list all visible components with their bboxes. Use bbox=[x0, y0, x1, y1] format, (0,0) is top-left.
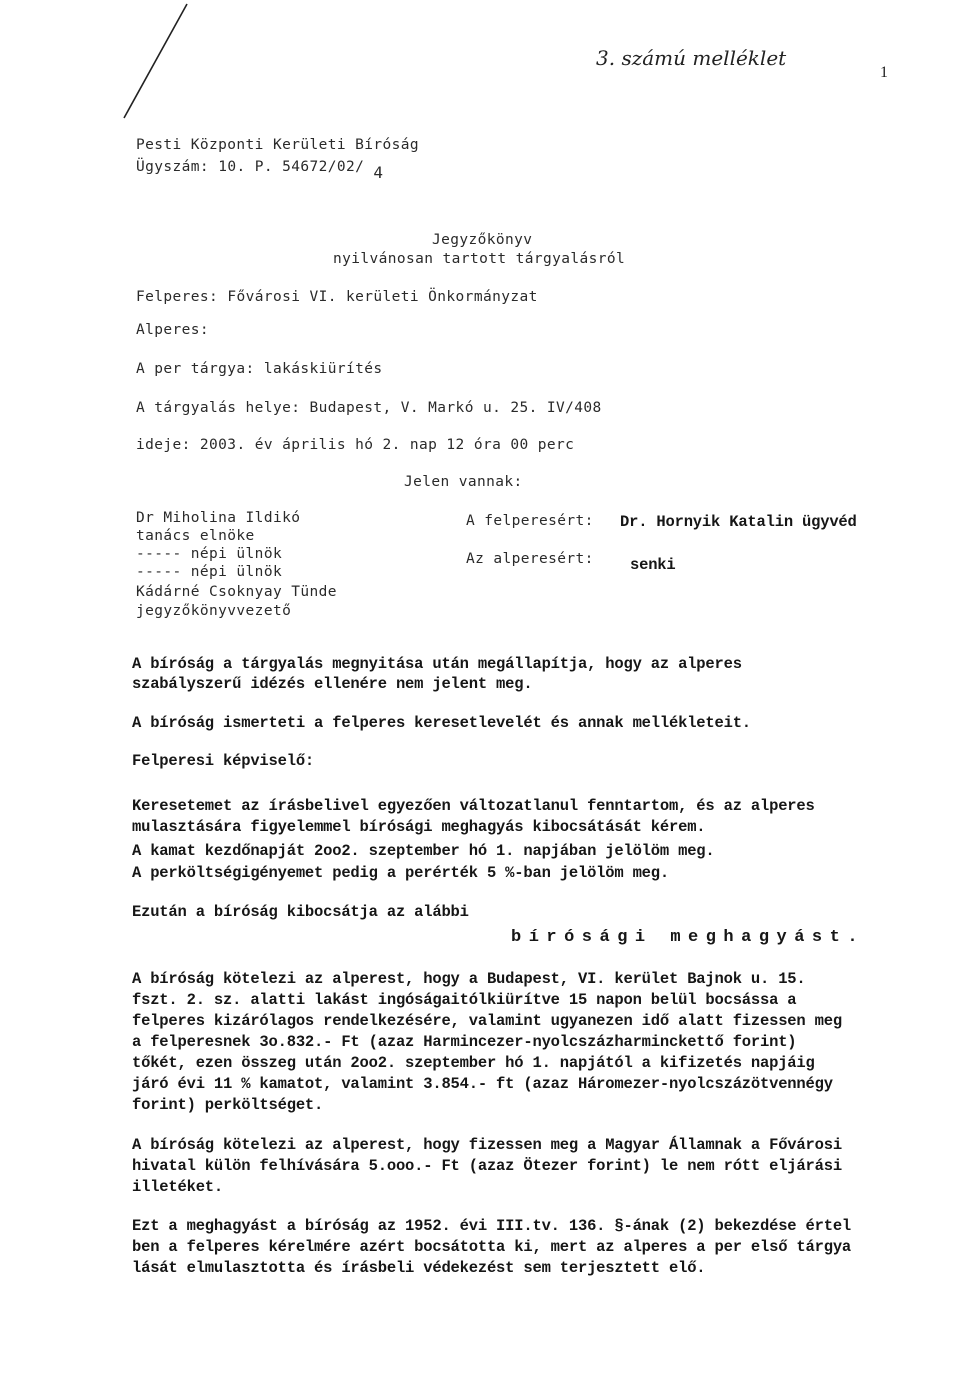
for-plaintiff-label: A felperesért: bbox=[466, 513, 594, 529]
time-line bbox=[136, 437, 574, 453]
paragraph-6-line-2: hivatal külön felhívására 5.ooo.- Ft (azaz Ötezer forint) le nem rótt eljárási bbox=[132, 1157, 842, 1175]
handwritten-annex-note: 3. számú melléklet bbox=[596, 46, 787, 70]
paragraph-5-line-4: a felperesnek 3o.832.- Ft (azaz Harmincezer-nyolcszázharminckettő forint) bbox=[132, 1033, 797, 1051]
page-number: 1 bbox=[880, 64, 888, 81]
plaintiff-name: Fővárosi VI. kerületi Önkormányzat bbox=[227, 289, 538, 305]
attendance-heading: Jelen vannak: bbox=[404, 474, 523, 490]
paragraph-1-line-1: A bíróság a tárgyalás megnyitása után megállapítja, hogy az alperes bbox=[132, 655, 742, 673]
for-defendant-value: senki bbox=[630, 556, 676, 574]
subject-label: A per tárgya: bbox=[136, 361, 255, 377]
paragraph-1-line-2: szabályszerű idézés ellenére nem jelent meg. bbox=[132, 675, 533, 693]
panel-member-6: jegyzőkönyvvezető bbox=[136, 603, 292, 619]
paragraph-5-line-5: tőkét, ezen összeg után 2oo2. szeptember hó 1. napjától a kifizetés napjáig bbox=[132, 1054, 815, 1072]
plaintiff-line bbox=[136, 289, 538, 305]
paragraph-7-line-1: Ezt a meghagyást a bíróság az 1952. évi III.tv. 136. §-ának (2) bekezdése értel bbox=[132, 1217, 852, 1235]
panel-member-3: ----- népi ülnök bbox=[136, 546, 283, 562]
paragraph-5-line-3: felperes kizárólagos rendelkezésére, valamint ugyanezen idő alatt fizessen meg bbox=[132, 1012, 842, 1030]
defendant-label: Alperes: bbox=[136, 322, 210, 338]
court-name: Pesti Központi Kerületi Bíróság bbox=[136, 137, 420, 153]
paragraph-2: A bíróság ismerteti a felperes keresetlevelét és annak mellékleteit. bbox=[132, 714, 751, 732]
paragraph-4: Ezután a bíróság kibocsátja az alábbi bbox=[132, 903, 469, 921]
for-defendant-label: Az alperesért: bbox=[466, 551, 594, 567]
paragraph-6-line-1: A bíróság kötelezi az alperest, hogy fizessen meg a Magyar Államnak a Fővárosi bbox=[132, 1136, 842, 1154]
representative-label: Felperesi képviselő: bbox=[132, 752, 315, 770]
for-plaintiff-value: Dr. Hornyik Katalin ügyvéd bbox=[620, 513, 857, 531]
time-label: ideje: bbox=[136, 437, 191, 453]
subject-line bbox=[136, 361, 383, 377]
time-value: 2003. év április hó 2. nap 12 óra 00 perc bbox=[199, 437, 575, 453]
paragraph-6-line-3: illetéket. bbox=[132, 1178, 224, 1196]
paragraph-7-line-3: lását elmulasztotta és írásbeli védekezést sem terjesztett elő. bbox=[132, 1259, 706, 1277]
venue-line bbox=[136, 400, 602, 416]
subject-value: lakáskiürítés bbox=[263, 361, 383, 377]
panel-member-5: Kádárné Csoknyay Tünde bbox=[136, 584, 337, 600]
paragraph-5-line-6: járó évi 11 % kamatot, valamint 3.854.- ft (azaz Háromezer-nyolcszázötvennégy bbox=[132, 1075, 833, 1093]
case-number-line bbox=[136, 156, 384, 182]
panel-member-1: Dr Miholina Ildikó bbox=[136, 510, 301, 526]
document-title: Jegyzőkönyv bbox=[432, 232, 533, 248]
panel-member-2: tanács elnöke bbox=[136, 528, 255, 544]
case-number-suffix: 4 bbox=[373, 163, 384, 182]
paragraph-5-line-2: fszt. 2. sz. alatti lakást ingóságaitólkiürítve 15 napon belül bocsássa a bbox=[132, 991, 797, 1009]
document-subtitle: nyilvánosan tartott tárgyalásról bbox=[333, 251, 626, 267]
paragraph-3-line-4: A perköltségigényemet pedig a perérték 5 %-ban jelölöm meg. bbox=[132, 864, 669, 882]
paragraph-5-line-7: forint) perköltséget. bbox=[132, 1096, 324, 1114]
order-title: bírósági meghagyást. bbox=[511, 928, 866, 947]
paragraph-7-line-2: ben a felperes kérelmére azért bocsátotta ki, mert az alperes a per első tárgya bbox=[132, 1238, 852, 1256]
paragraph-3-line-2: mulasztására figyelemmel bírósági meghagyás kibocsátását kérem. bbox=[132, 818, 706, 836]
panel-member-4: ----- népi ülnök bbox=[136, 564, 283, 580]
venue-label: A tárgyalás helye: bbox=[136, 400, 301, 416]
venue-value: Budapest, V. Markó u. 25. IV/408 bbox=[309, 400, 602, 416]
paragraph-3-line-1: Keresetemet az írásbelivel egyezően változatlanul fenntartom, és az alperes bbox=[132, 797, 815, 815]
case-number: 10. P. 54672/02/ bbox=[218, 159, 365, 175]
paragraph-5-line-1: A bíróság kötelezi az alperest, hogy a Budapest, VI. kerület Bajnok u. 15. bbox=[132, 970, 806, 988]
case-number-label: Ügyszám: bbox=[136, 159, 210, 175]
paragraph-3-line-3: A kamat kezdőnapját 2oo2. szeptember hó 1. napjában jelölöm meg. bbox=[132, 842, 715, 860]
plaintiff-label: Felperes: bbox=[136, 289, 219, 305]
